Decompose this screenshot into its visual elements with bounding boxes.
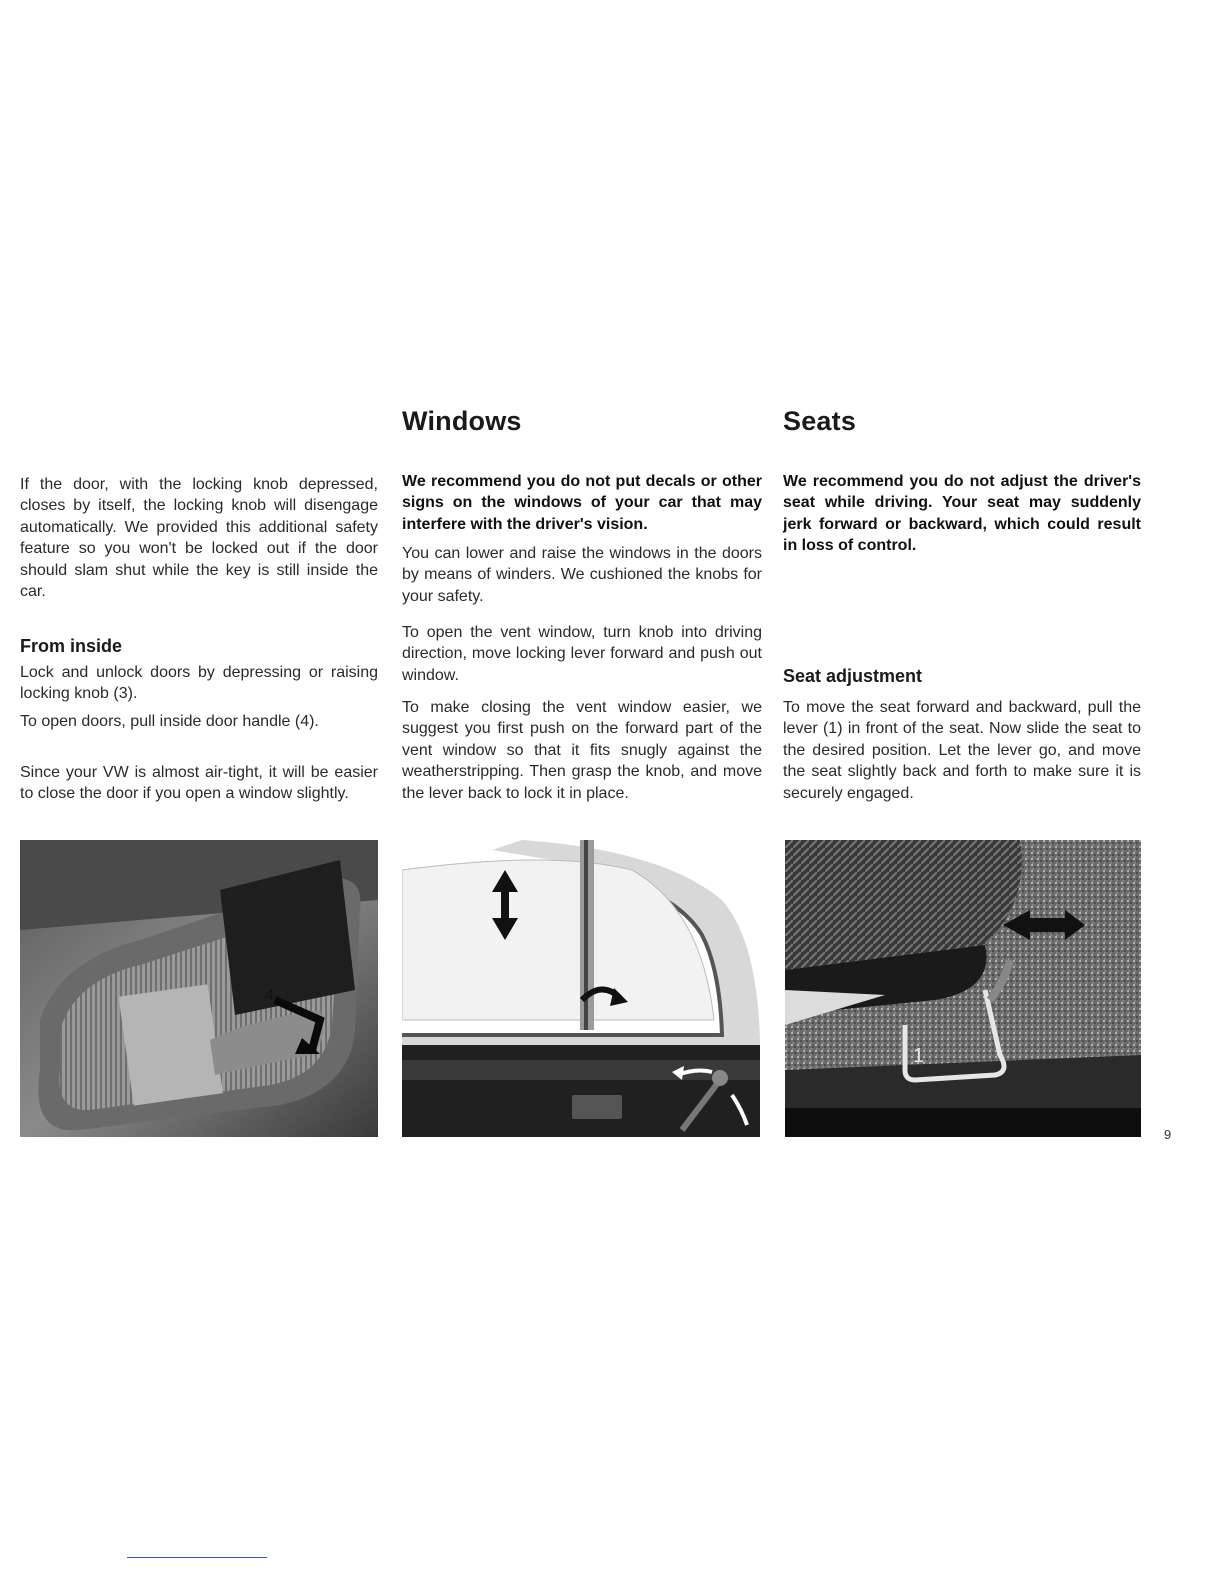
handle-number-label: 4 (265, 987, 274, 1004)
windows-warning: We recommend you do not put decals or other signs on the windows of your car that may interfere with the driver's vision. (402, 473, 762, 533)
windows-title: Windows (402, 406, 522, 436)
from-inside-paragraph-2: To open doors, pull inside door handle (4). (20, 713, 319, 730)
from-inside-heading: From inside (20, 636, 123, 656)
seat-lever-photo (785, 840, 1141, 1137)
windows-paragraph-3: To make closing the vent window easier, we suggest you first push on the forward part of the vent window so that it fits snugly against the weatherstripping. Then grasp the knob, and move the lever back to lock it in place. (402, 699, 762, 802)
page-number: 9 (1164, 1127, 1172, 1142)
from-inside-paragraph-1: Lock and unlock doors by depressing or raising locking knob (3). (20, 664, 378, 703)
footer-rule (127, 1557, 267, 1558)
from-inside-paragraph-3: Since your VW is almost air-tight, it will be easier to close the door if you open a window slightly. (20, 764, 378, 803)
seats-warning: We recommend you do not adjust the driver's seat while driving. Your seat may suddenly jerk forward or backward, which could result in loss of control. (783, 473, 1141, 555)
seat-adjustment-heading: Seat adjustment (783, 666, 923, 686)
windows-paragraph-1: You can lower and raise the windows in the doors by means of winders. We cushioned the knobs for your safety. (402, 545, 762, 605)
door-lock-intro: If the door, with the locking knob depressed, closes by itself, the locking knob will disengage automatically. We provided this additional safety feature so you won't be locked out if the door should slam shut while the key is still inside the car. (20, 476, 378, 601)
seat-adjustment-paragraph: To move the seat forward and backward, pull the lever (1) in front of the seat. Now slide the seat to the desired position. Let the lever go, and move the seat slightly back and forth to make sure it is securely engaged. (783, 699, 1141, 802)
seats-title: Seats (783, 406, 857, 436)
window-photo (402, 840, 762, 1137)
windows-paragraph-2: To open the vent window, turn knob into driving direction, move locking lever forward and push out window. (402, 624, 762, 684)
door-handle-photo (20, 840, 378, 1137)
lever-number-label: 1 (913, 1045, 925, 1067)
